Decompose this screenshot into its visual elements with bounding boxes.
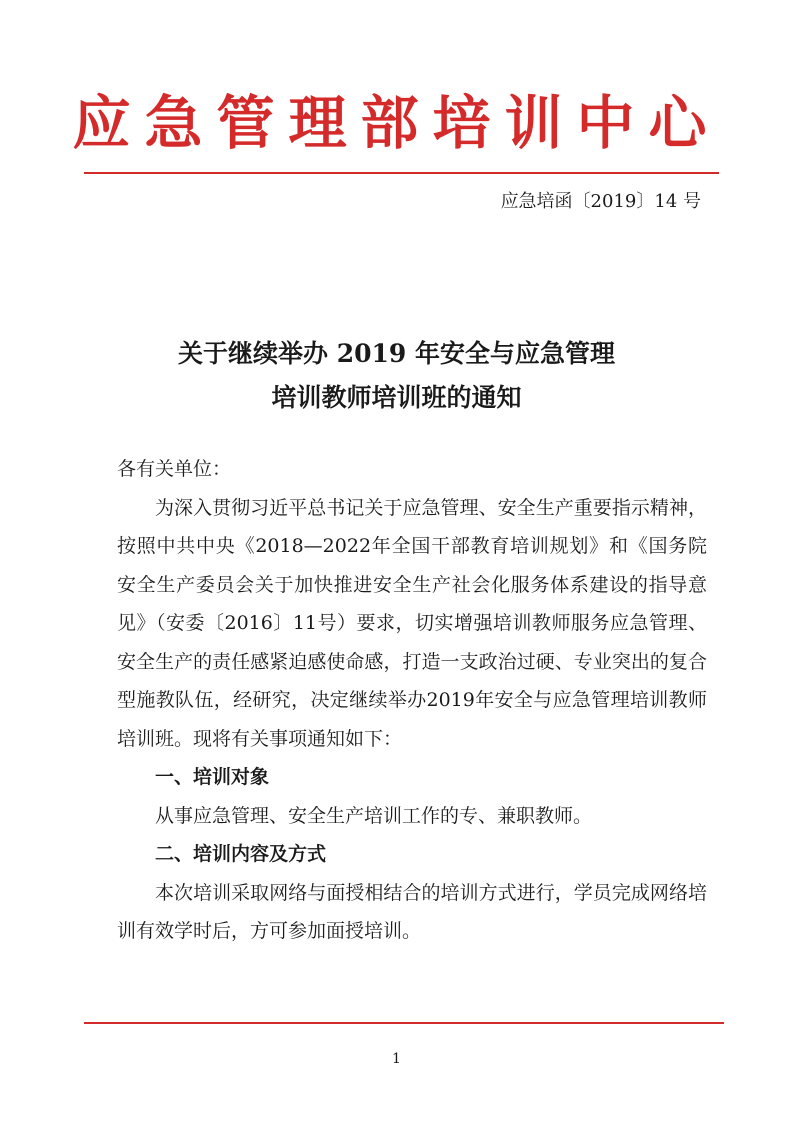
- salutation: 各有关单位：: [117, 458, 232, 480]
- section-text-training-target: 从事应急管理、安全生产培训工作的专、兼职教师。: [155, 804, 593, 827]
- document-body: [117, 450, 707, 951]
- document-title-line-1: 关于继续举办 2019 年安全与应急管理: [178, 339, 615, 368]
- org-header-title: 应急管理部培训中心: [72, 89, 721, 157]
- document-number: 应急培函〔2019〕14 号: [500, 191, 701, 212]
- document-title: [0, 332, 793, 420]
- header-divider: [84, 172, 719, 174]
- section-text-training-content: 本次培训采取网络与面授相结合的培训方式进行，学员完成网络培训有效学时后，方可参加面授培训。: [117, 881, 707, 942]
- intro-paragraph: 为深入贯彻习近平总书记关于应急管理、安全生产重要指示精神，按照中共中央《2018—2022年全国干部教育培训规划》和《国务院安全生产委员会关于加快推进安全生产社会化服务体系建设的指导意见》（安委〔2016〕11号）要求，切实增强培训教师服务应急管理、安全生产的责任感紧迫感使命感，打造一支政治过硬、专业突出的复合型施教队伍，经研究，决定继续举办2019年安全与应急管理培训教师培训班。现将有关事项通知如下：: [117, 496, 707, 750]
- section-heading-training-content: 二、培训内容及方式: [155, 843, 327, 865]
- section-heading-training-target: 一、培训对象: [155, 766, 270, 788]
- footer-divider: [84, 1022, 724, 1024]
- document-title-line-2: 培训教师培训班的通知: [271, 383, 522, 412]
- page-number: 1: [392, 1051, 401, 1067]
